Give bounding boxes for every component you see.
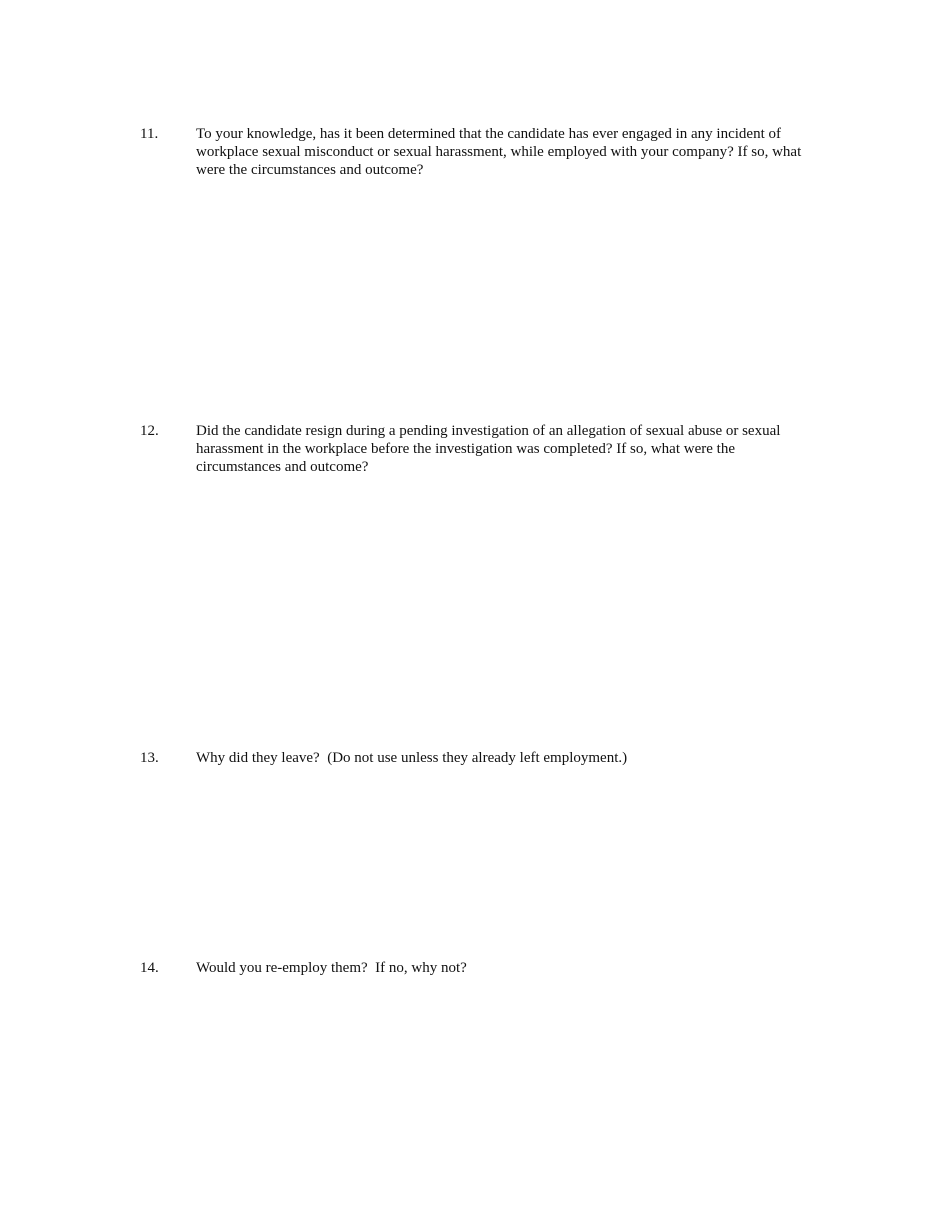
question-number: 11.: [140, 126, 159, 142]
question-number: 13.: [140, 750, 159, 766]
question-text: To your knowledge, has it been determined that the candidate has ever engaged in any incident of workplace sexual misconduct or sexual harassment, while employed with your company? If so, what were the circumstances and outcome?: [196, 126, 806, 178]
question-number: 12.: [140, 423, 159, 439]
question-text: Why did they leave? (Do not use unless they already left employment.): [196, 750, 628, 766]
question-number: 14.: [140, 960, 159, 976]
question-text: Did the candidate resign during a pending investigation of an allegation of sexual abuse or sexual harassment in the workplace before the investigation was completed? If so, what were the circumstances and outcome?: [196, 423, 785, 475]
question-text: Would you re-employ them? If no, why not?: [196, 960, 467, 976]
